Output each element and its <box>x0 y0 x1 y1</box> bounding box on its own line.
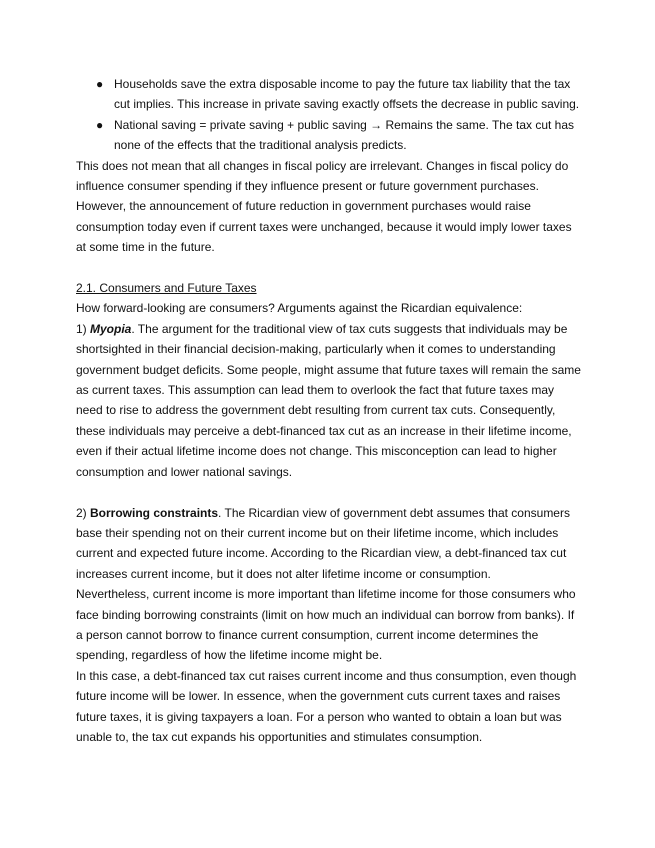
intro-question: How forward-looking are consumers? Arguments against the Ricardian equivalence: <box>76 301 523 316</box>
myopia-term: Myopia <box>90 321 132 336</box>
paragraph-myopia <box>76 319 581 482</box>
section-heading: 2.1. Consumers and Future Taxes <box>76 281 257 296</box>
paragraph-borrowing-constraints <box>76 503 581 585</box>
paragraph-fiscal-policy: This does not mean that all changes in fiscal policy are irrelevant. Changes in fiscal policy do influence consumer spending if they influence present or future government purchases. However, the announcement of future reduction in government purchases would raise consumption today even if current taxes were unchanged, because it would imply lower taxes at some time in the future. <box>76 158 572 255</box>
bullet-icon: ● <box>96 117 104 132</box>
borrowing-number: 2) <box>76 505 91 520</box>
paragraph-nevertheless: Nevertheless, current income is more important than lifetime income for those consumers who face binding borrowing constraints (limit on how much an individual can borrow from banks). If a person cannot borrow to finance current consumption, current income determines the spending, regardless of how the lifetime income might be. <box>76 587 576 663</box>
paragraph-in-this-case: In this case, a debt-financed tax cut raises current income and thus consumption, even though future income will be lower. In essence, when the government cuts current taxes and raises future taxes, it is giving taxpayers a loan. For a person who wanted to obtain a loan but was unable to, the tax cut expands his opportunities and stimulates consumption. <box>76 668 577 744</box>
spacer <box>76 258 581 278</box>
borrowing-text: . The Ricardian view of government debt assumes that consumers base their spending not on their current income but on their lifetime income, which includes current and expected future income. According to the Ricardian view, a debt-financed tax cut increases current income, but it does not alter lifetime income or consumption. <box>76 505 570 581</box>
myopia-number: 1) <box>76 321 91 336</box>
document-page <box>76 74 581 747</box>
bullet-text: Households save the extra disposable income to pay the future tax liability that the tax cut implies. This increase in private saving exactly offsets the decrease in public saving. <box>114 77 580 112</box>
myopia-text: . The argument for the traditional view of tax cuts suggests that individuals may be shortsighted in their financial decision-making, particularly when it comes to understanding government budget deficits. Some people, might assume that future taxes will remain the same as current taxes. This assumption can lead them to overlook the fact that future taxes may need to rise to address the government debt resulting from current tax cuts. Consequently, these individuals may perceive a debt-financed tax cut as an increase in their lifetime income, even if their actual lifetime income does not change. This misconception can lead to higher consumption and lower national savings. <box>76 321 581 479</box>
spacer <box>76 482 581 502</box>
bullet-item-household-saving <box>76 74 581 115</box>
borrowing-term: Borrowing constraints <box>90 505 219 520</box>
bullet-item-national-saving <box>76 115 581 156</box>
bullet-text: National saving = private saving + public saving → Remains the same. The tax cut has none of the effects that the traditional analysis predicts. <box>114 117 575 153</box>
bullet-icon: ● <box>96 77 104 91</box>
bullet-list <box>76 74 581 156</box>
